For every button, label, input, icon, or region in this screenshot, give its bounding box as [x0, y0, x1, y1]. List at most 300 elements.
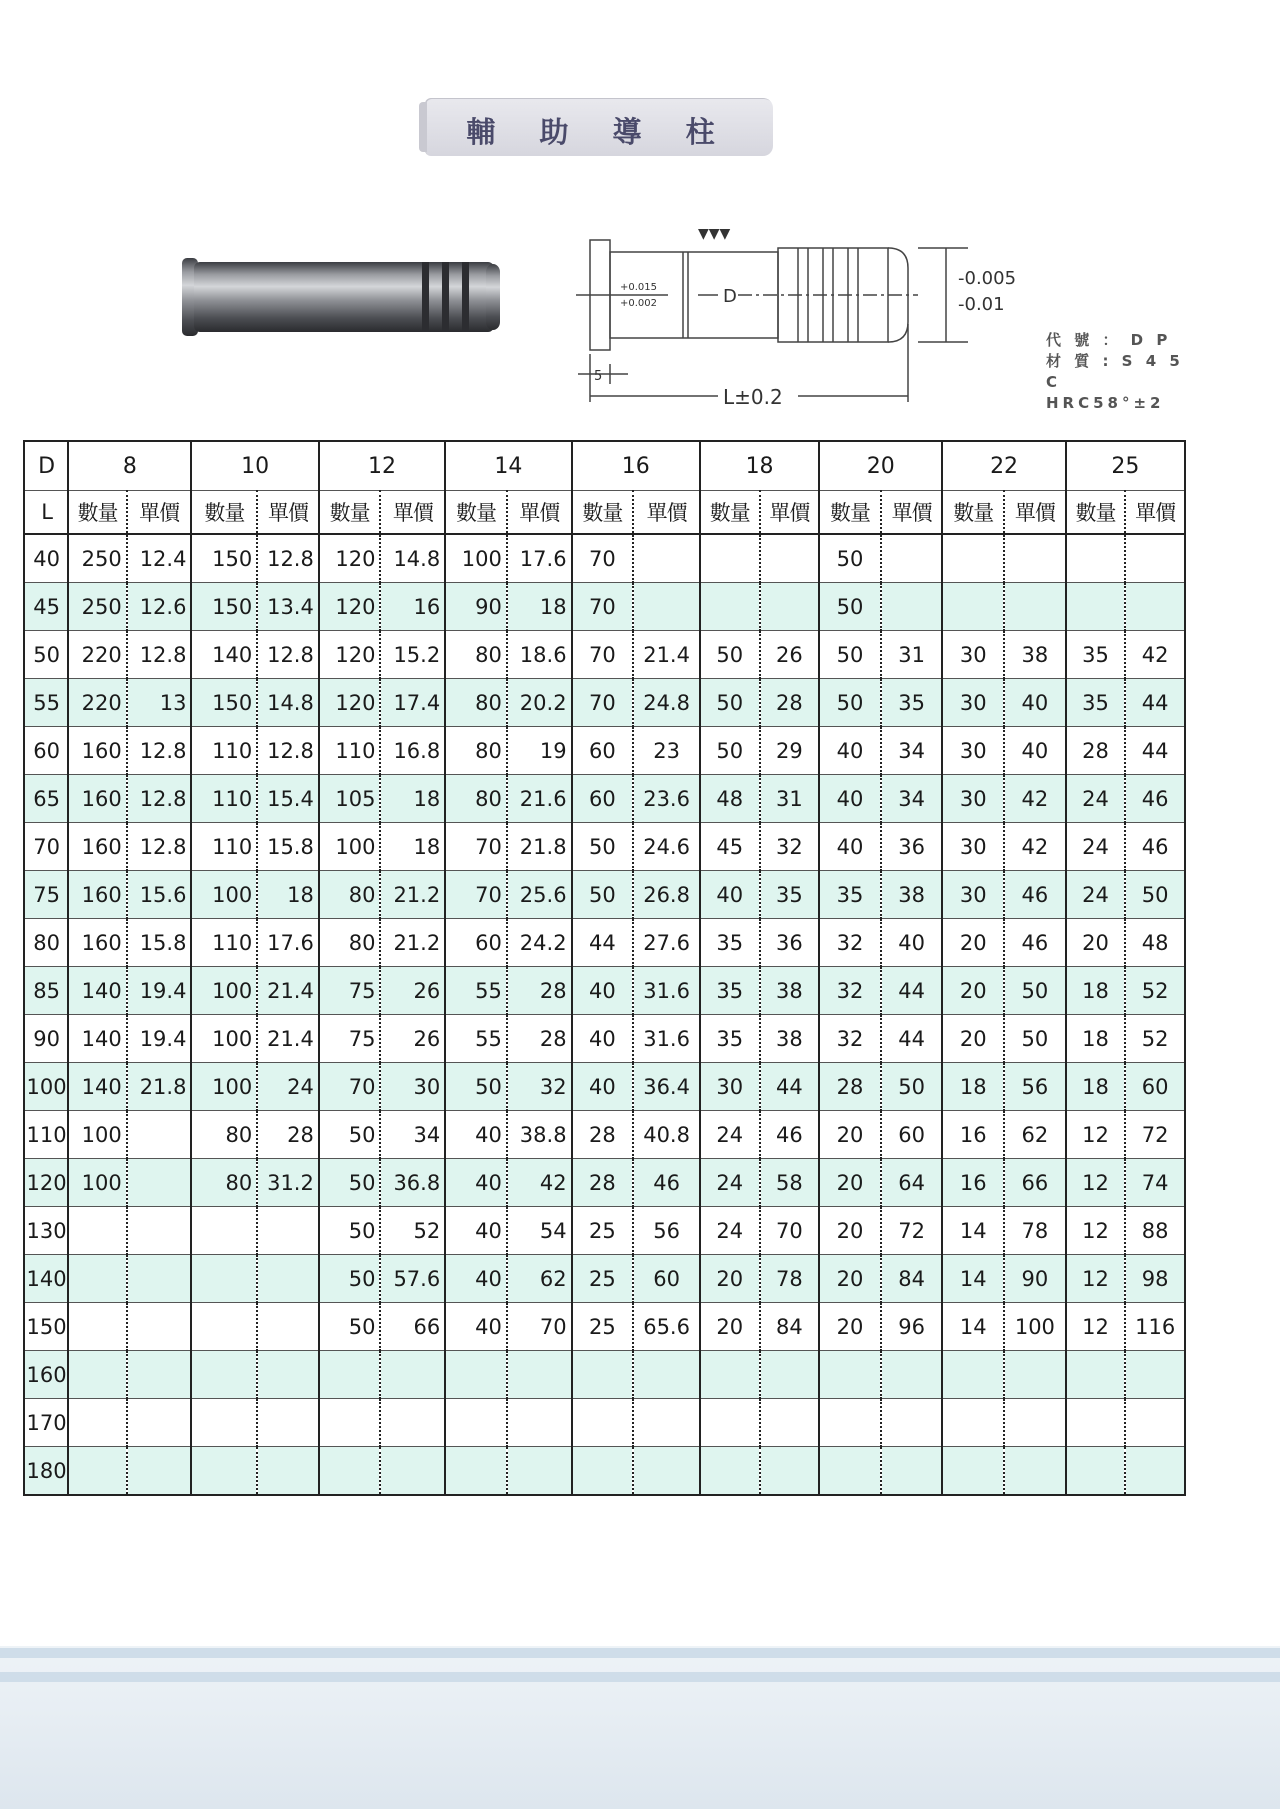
qty-cell [319, 1447, 381, 1496]
qty-cell [1066, 583, 1126, 631]
price-cell: 12.8 [127, 775, 192, 823]
price-cell: 40.8 [633, 1111, 700, 1159]
length-cell: 140 [24, 1255, 68, 1303]
length-cell: 50 [24, 631, 68, 679]
length-cell: 45 [24, 583, 68, 631]
table-row [24, 1063, 1185, 1111]
qty-cell: 18 [1066, 1063, 1126, 1111]
qty-cell: 80 [319, 919, 381, 967]
qty-cell [700, 583, 760, 631]
price-cell: 52 [1125, 967, 1185, 1015]
price-cell: 30 [380, 1063, 445, 1111]
price-cell: 15.8 [127, 919, 192, 967]
length-cell: 180 [24, 1447, 68, 1496]
table-row [24, 534, 1185, 583]
diameter-header: 12 [319, 441, 445, 491]
qty-cell [191, 1303, 257, 1351]
price-cell: 12.8 [257, 631, 319, 679]
qty-cell: 100 [191, 1015, 257, 1063]
price-cell: 32 [507, 1063, 572, 1111]
qty-cell: 32 [819, 919, 881, 967]
price-cell [1004, 1447, 1066, 1496]
price-cell: 21.4 [633, 631, 700, 679]
price-cell: 31 [881, 631, 943, 679]
price-cell: 35 [881, 679, 943, 727]
table-row [24, 919, 1185, 967]
qty-cell: 20 [942, 1015, 1004, 1063]
price-cell: 42 [1004, 775, 1066, 823]
price-cell: 60 [881, 1111, 943, 1159]
page-title: 輔 助 導 柱 [466, 115, 732, 149]
price-cell: 78 [760, 1255, 820, 1303]
qty-cell: 48 [700, 775, 760, 823]
qty-cell: 50 [819, 583, 881, 631]
length-cell: 65 [24, 775, 68, 823]
qty-cell: 14 [942, 1303, 1004, 1351]
qty-cell: 100 [68, 1159, 127, 1207]
qty-cell: 40 [445, 1111, 507, 1159]
price-cell [127, 1303, 192, 1351]
price-cell: 21.8 [127, 1063, 192, 1111]
price-cell: 62 [1004, 1111, 1066, 1159]
price-header: 單價 [633, 491, 700, 535]
qty-cell: 60 [572, 727, 634, 775]
price-cell [1004, 534, 1066, 583]
price-header: 單價 [507, 491, 572, 535]
qty-cell: 55 [445, 967, 507, 1015]
qty-cell: 50 [319, 1159, 381, 1207]
title-tab [425, 98, 773, 156]
table-row [24, 1303, 1185, 1351]
price-cell: 29 [760, 727, 820, 775]
price-cell: 28 [507, 967, 572, 1015]
price-cell [127, 1351, 192, 1399]
qty-cell: 50 [445, 1063, 507, 1111]
price-cell: 18 [380, 775, 445, 823]
qty-cell: 12 [1066, 1111, 1126, 1159]
diameter-header: 16 [572, 441, 700, 491]
qty-cell: 110 [191, 775, 257, 823]
qty-cell: 20 [819, 1255, 881, 1303]
qty-cell: 150 [191, 679, 257, 727]
price-cell [881, 534, 943, 583]
footer-band [0, 1646, 1280, 1809]
price-cell: 40 [1004, 727, 1066, 775]
qty-cell [191, 1207, 257, 1255]
price-cell: 88 [1125, 1207, 1185, 1255]
price-cell: 15.8 [257, 823, 319, 871]
price-cell [507, 1399, 572, 1447]
qty-cell [319, 1399, 381, 1447]
qty-cell: 18 [1066, 967, 1126, 1015]
qty-cell: 100 [68, 1111, 127, 1159]
price-cell [1125, 1351, 1185, 1399]
qty-cell [1066, 1351, 1126, 1399]
price-cell: 50 [881, 1063, 943, 1111]
price-cell [760, 1351, 820, 1399]
price-cell: 17.6 [257, 919, 319, 967]
price-cell: 24.2 [507, 919, 572, 967]
price-cell [633, 1399, 700, 1447]
price-cell [127, 1447, 192, 1496]
price-cell: 46 [1004, 919, 1066, 967]
qty-cell: 32 [819, 1015, 881, 1063]
price-cell: 16 [380, 583, 445, 631]
length-cell: 85 [24, 967, 68, 1015]
price-cell [257, 1303, 319, 1351]
price-cell [760, 1447, 820, 1496]
qty-cell: 75 [319, 967, 381, 1015]
length-cell: 55 [24, 679, 68, 727]
price-cell [1125, 1399, 1185, 1447]
length-cell: 90 [24, 1015, 68, 1063]
qty-cell: 50 [572, 823, 634, 871]
qty-cell: 50 [700, 631, 760, 679]
l-header: L [24, 491, 68, 535]
qty-cell [319, 1351, 381, 1399]
price-cell: 19.4 [127, 1015, 192, 1063]
price-cell: 90 [1004, 1255, 1066, 1303]
qty-cell: 20 [819, 1111, 881, 1159]
price-cell: 44 [1125, 679, 1185, 727]
price-cell: 42 [507, 1159, 572, 1207]
price-cell: 34 [881, 727, 943, 775]
price-header: 單價 [760, 491, 820, 535]
price-cell: 15.2 [380, 631, 445, 679]
price-cell [257, 1207, 319, 1255]
price-cell [881, 1399, 943, 1447]
price-cell: 14.8 [380, 534, 445, 583]
qty-cell: 30 [942, 679, 1004, 727]
qty-cell [191, 1351, 257, 1399]
table-row [24, 775, 1185, 823]
qty-cell: 30 [942, 823, 1004, 871]
qty-cell [942, 534, 1004, 583]
price-cell: 54 [507, 1207, 572, 1255]
qty-cell: 40 [445, 1255, 507, 1303]
price-cell: 21.6 [507, 775, 572, 823]
price-cell: 60 [633, 1255, 700, 1303]
qty-cell: 70 [572, 534, 634, 583]
qty-cell: 140 [68, 967, 127, 1015]
qty-cell [942, 1447, 1004, 1496]
qty-cell: 25 [572, 1303, 634, 1351]
price-header: 單價 [380, 491, 445, 535]
diameter-header: 18 [700, 441, 819, 491]
qty-cell: 100 [319, 823, 381, 871]
price-cell [380, 1399, 445, 1447]
price-cell [1004, 583, 1066, 631]
price-cell: 21.4 [257, 1015, 319, 1063]
price-cell [257, 1351, 319, 1399]
qty-header: 數量 [191, 491, 257, 535]
qty-cell: 120 [319, 583, 381, 631]
d-header: D [24, 441, 68, 491]
diameter-header: 14 [445, 441, 571, 491]
qty-cell: 28 [819, 1063, 881, 1111]
d-label: D [723, 286, 737, 307]
price-cell: 58 [760, 1159, 820, 1207]
finish-mark: ▼▼▼ [698, 226, 731, 242]
qty-cell: 28 [572, 1159, 634, 1207]
price-cell [881, 583, 943, 631]
price-cell: 52 [1125, 1015, 1185, 1063]
tolerance-lower: +0.002 [620, 298, 658, 309]
qty-cell: 40 [572, 1063, 634, 1111]
qty-cell: 120 [319, 631, 381, 679]
price-cell: 24.8 [633, 679, 700, 727]
qty-cell: 140 [68, 1015, 127, 1063]
qty-cell: 20 [700, 1303, 760, 1351]
qty-cell: 12 [1066, 1207, 1126, 1255]
qty-cell: 80 [445, 775, 507, 823]
price-cell: 38.8 [507, 1111, 572, 1159]
qty-cell: 150 [191, 583, 257, 631]
length-cell: 40 [24, 534, 68, 583]
qty-cell [819, 1399, 881, 1447]
qty-header: 數量 [700, 491, 760, 535]
price-cell: 23 [633, 727, 700, 775]
qty-cell: 20 [819, 1159, 881, 1207]
qty-cell: 160 [68, 919, 127, 967]
qty-cell: 40 [572, 1015, 634, 1063]
qty-cell: 80 [445, 631, 507, 679]
qty-cell: 20 [819, 1207, 881, 1255]
price-cell [633, 534, 700, 583]
price-cell: 17.4 [380, 679, 445, 727]
price-cell: 18 [380, 823, 445, 871]
length-label: L±0.2 [723, 385, 783, 409]
qty-cell [68, 1447, 127, 1496]
spec-hardness: HRC58°±2 [1046, 394, 1165, 412]
qty-cell: 28 [572, 1111, 634, 1159]
dev-lower: -0.01 [958, 294, 1005, 315]
length-cell: 120 [24, 1159, 68, 1207]
price-cell: 72 [881, 1207, 943, 1255]
price-cell [127, 1399, 192, 1447]
table-row [24, 1159, 1185, 1207]
qty-cell: 110 [191, 727, 257, 775]
length-cell: 110 [24, 1111, 68, 1159]
qty-cell: 35 [819, 871, 881, 919]
qty-cell: 50 [819, 679, 881, 727]
qty-cell: 30 [942, 727, 1004, 775]
price-cell: 18 [507, 583, 572, 631]
qty-cell: 20 [819, 1303, 881, 1351]
qty-cell: 100 [191, 871, 257, 919]
qty-cell: 100 [191, 967, 257, 1015]
qty-cell: 12 [1066, 1255, 1126, 1303]
qty-cell: 70 [572, 631, 634, 679]
price-cell: 62 [507, 1255, 572, 1303]
price-cell: 78 [1004, 1207, 1066, 1255]
qty-cell: 35 [700, 1015, 760, 1063]
qty-header: 數量 [572, 491, 634, 535]
price-cell: 24.6 [633, 823, 700, 871]
guide-pin-photo [172, 252, 512, 344]
price-cell [1004, 1399, 1066, 1447]
price-cell: 16.8 [380, 727, 445, 775]
table-row [24, 1351, 1185, 1399]
price-cell: 74 [1125, 1159, 1185, 1207]
price-cell: 28 [760, 679, 820, 727]
price-cell: 36.4 [633, 1063, 700, 1111]
price-cell [1125, 1447, 1185, 1496]
length-cell: 150 [24, 1303, 68, 1351]
qty-cell [700, 1399, 760, 1447]
length-cell: 170 [24, 1399, 68, 1447]
qty-cell [445, 1447, 507, 1496]
qty-cell: 40 [445, 1159, 507, 1207]
price-cell: 15.6 [127, 871, 192, 919]
table-row [24, 823, 1185, 871]
qty-cell: 55 [445, 1015, 507, 1063]
spec-block [1046, 330, 1196, 414]
qty-cell: 44 [572, 919, 634, 967]
price-cell [257, 1399, 319, 1447]
price-header: 單價 [1004, 491, 1066, 535]
price-cell [127, 1207, 192, 1255]
qty-cell: 30 [700, 1063, 760, 1111]
price-cell: 36 [881, 823, 943, 871]
price-cell: 17.6 [507, 534, 572, 583]
price-cell: 23.6 [633, 775, 700, 823]
table-row [24, 631, 1185, 679]
price-cell: 46 [760, 1111, 820, 1159]
price-cell: 66 [1004, 1159, 1066, 1207]
qty-cell: 35 [700, 919, 760, 967]
price-cell: 18.6 [507, 631, 572, 679]
price-cell: 38 [760, 1015, 820, 1063]
table-row [24, 583, 1185, 631]
length-cell: 80 [24, 919, 68, 967]
qty-header: 數量 [319, 491, 381, 535]
qty-cell: 35 [1066, 679, 1126, 727]
qty-cell: 120 [319, 679, 381, 727]
qty-cell: 70 [445, 871, 507, 919]
qty-cell [68, 1207, 127, 1255]
qty-cell: 40 [700, 871, 760, 919]
length-cell: 160 [24, 1351, 68, 1399]
table-row [24, 679, 1185, 727]
spec-material: 材 質 : S 4 5 C [1046, 352, 1184, 391]
diameter-header: 8 [68, 441, 191, 491]
qty-cell: 110 [191, 919, 257, 967]
price-cell: 64 [881, 1159, 943, 1207]
qty-cell: 50 [700, 679, 760, 727]
price-cell: 42 [1125, 631, 1185, 679]
qty-cell [942, 1351, 1004, 1399]
price-cell: 21.4 [257, 967, 319, 1015]
price-cell: 27.6 [633, 919, 700, 967]
qty-cell: 160 [68, 871, 127, 919]
price-cell: 18 [257, 871, 319, 919]
price-cell: 46 [1125, 775, 1185, 823]
price-cell: 38 [881, 871, 943, 919]
price-cell [1004, 1351, 1066, 1399]
qty-cell: 120 [319, 534, 381, 583]
qty-cell: 110 [191, 823, 257, 871]
price-header: 單價 [127, 491, 192, 535]
qty-cell [572, 1399, 634, 1447]
qty-cell: 12 [1066, 1159, 1126, 1207]
qty-cell [942, 583, 1004, 631]
price-cell [380, 1447, 445, 1496]
price-cell [127, 1255, 192, 1303]
price-cell: 32 [760, 823, 820, 871]
price-cell: 38 [1004, 631, 1066, 679]
price-cell: 12.6 [127, 583, 192, 631]
qty-cell: 100 [191, 1063, 257, 1111]
price-cell: 19 [507, 727, 572, 775]
price-cell: 60 [1125, 1063, 1185, 1111]
price-cell: 50 [1125, 871, 1185, 919]
price-cell: 84 [760, 1303, 820, 1351]
qty-cell: 40 [445, 1303, 507, 1351]
qty-cell: 220 [68, 679, 127, 727]
footer-stripe [0, 1648, 1280, 1658]
price-cell: 12.8 [127, 823, 192, 871]
qty-cell [819, 1447, 881, 1496]
qty-cell: 50 [319, 1111, 381, 1159]
qty-cell [68, 1351, 127, 1399]
qty-cell: 80 [445, 727, 507, 775]
price-cell: 46 [633, 1159, 700, 1207]
price-cell: 31.6 [633, 967, 700, 1015]
price-cell [633, 1447, 700, 1496]
length-cell: 130 [24, 1207, 68, 1255]
price-cell: 46 [1004, 871, 1066, 919]
price-cell [127, 1159, 192, 1207]
qty-cell: 32 [819, 967, 881, 1015]
qty-cell: 24 [700, 1111, 760, 1159]
qty-cell: 14 [942, 1255, 1004, 1303]
price-cell: 21.2 [380, 919, 445, 967]
qty-cell [1066, 1399, 1126, 1447]
qty-cell: 20 [942, 967, 1004, 1015]
qty-cell: 80 [319, 871, 381, 919]
qty-cell: 24 [700, 1159, 760, 1207]
price-cell: 40 [881, 919, 943, 967]
price-cell: 13 [127, 679, 192, 727]
qty-cell: 18 [1066, 1015, 1126, 1063]
price-cell: 12.4 [127, 534, 192, 583]
price-cell [257, 1255, 319, 1303]
price-cell [881, 1447, 943, 1496]
price-cell: 96 [881, 1303, 943, 1351]
qty-cell: 160 [68, 823, 127, 871]
diameter-header: 20 [819, 441, 942, 491]
qty-cell: 24 [1066, 775, 1126, 823]
price-cell: 31.6 [633, 1015, 700, 1063]
price-cell [380, 1351, 445, 1399]
qty-cell: 18 [942, 1063, 1004, 1111]
price-cell [1125, 534, 1185, 583]
qty-cell [445, 1351, 507, 1399]
qty-cell: 70 [572, 679, 634, 727]
price-cell: 57.6 [380, 1255, 445, 1303]
qty-cell [191, 1447, 257, 1496]
qty-cell: 16 [942, 1159, 1004, 1207]
length-cell: 70 [24, 823, 68, 871]
price-cell: 28 [507, 1015, 572, 1063]
qty-cell: 80 [445, 679, 507, 727]
price-cell: 66 [380, 1303, 445, 1351]
qty-cell: 70 [445, 823, 507, 871]
price-cell: 34 [380, 1111, 445, 1159]
qty-cell: 35 [700, 967, 760, 1015]
price-cell [507, 1447, 572, 1496]
